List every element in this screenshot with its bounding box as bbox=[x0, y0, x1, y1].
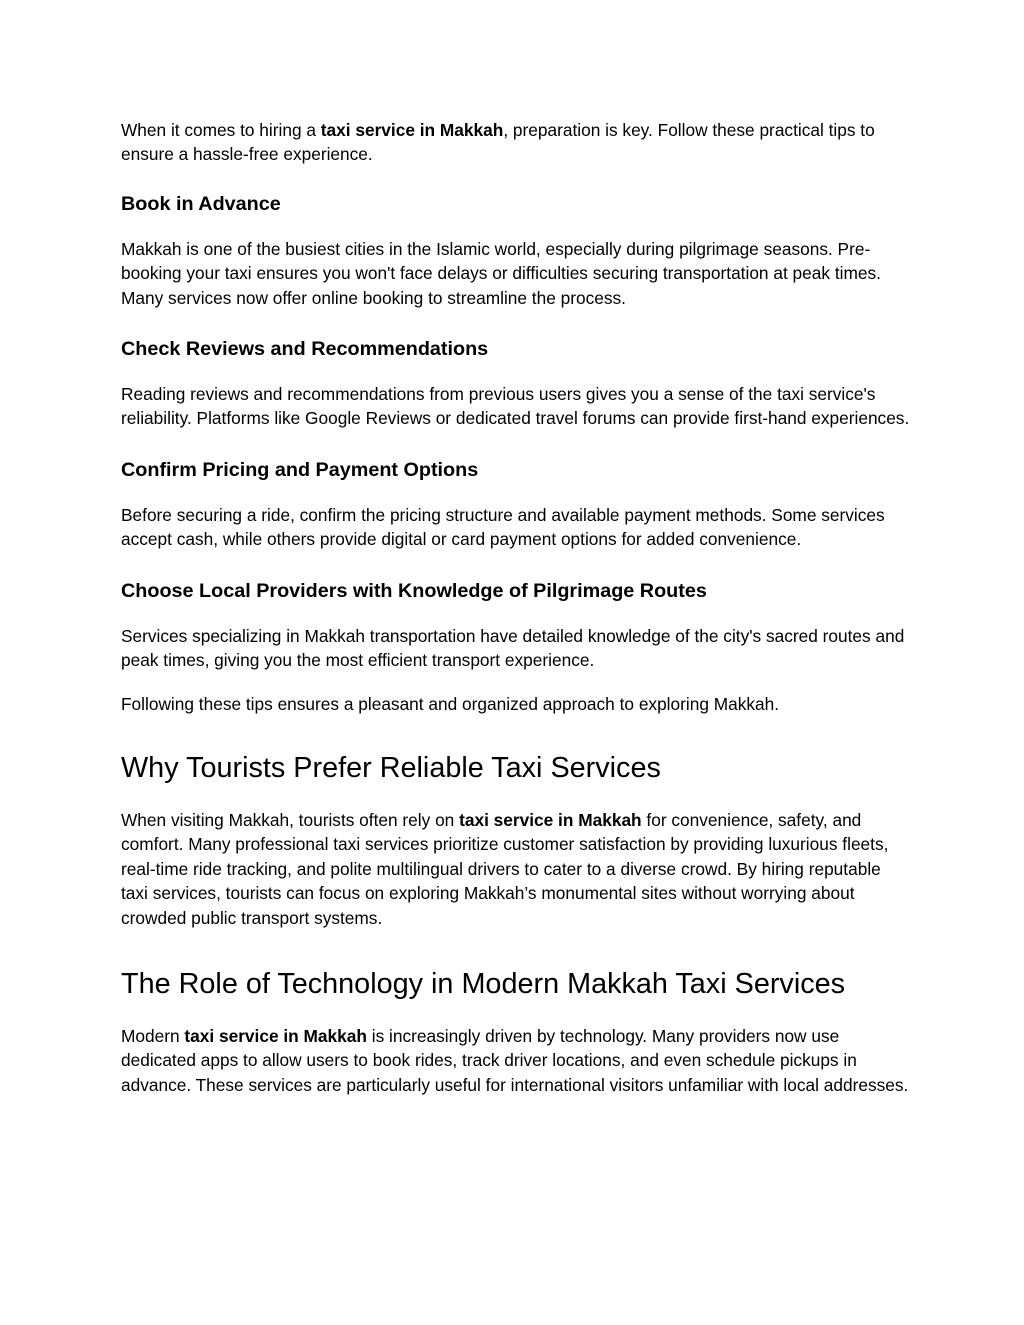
section-body-confirm-pricing: Before securing a ride, confirm the pricing structure and available payment methods. Some services accept cash, while others provide digital or card payment options for added convenience. bbox=[121, 504, 885, 550]
intro-keyword: taxi service in Makkah bbox=[320, 120, 504, 140]
technology-keyword: taxi service in Makkah bbox=[184, 1025, 367, 1046]
section-body-book-in-advance: Makkah is one of the busiest cities in the Islamic world, especially during pilgrimage seasons. Pre-booking your taxi ensures you won't face delays or difficulties securing transportation at peak times. Many services now offer online booking to streamline the process. bbox=[121, 238, 881, 308]
section-heading-confirm-pricing: Confirm Pricing and Payment Options bbox=[121, 458, 479, 481]
tourists-keyword: taxi service in Makkah bbox=[459, 809, 642, 830]
technology-paragraph: Modern taxi service in Makkah is increasingly driven by technology. Many providers now use dedicated apps to allow users to book rides, track driver locations, and even schedule pickups in advance. These services are particularly useful for international visitors unfamiliar with local addresses. bbox=[121, 1025, 909, 1095]
tourists-paragraph: When visiting Makkah, tourists often rely on taxi service in Makkah for convenience, safety, and comfort. Many professional taxi services prioritize customer satisfaction by providing luxurious fleets, real-time ride tracking, and polite multilingual drivers to cater to a diverse crowd. By hiring reputable taxi services, tourists can focus on exploring Makkah’s monumental sites without worrying about crowded public transport systems. bbox=[121, 809, 889, 928]
section-body-check-reviews: Reading reviews and recommendations from previous users gives you a sense of the taxi service's reliability. Platforms like Google Reviews or dedicated travel forums can provide first-hand experiences. bbox=[121, 384, 910, 429]
document-page bbox=[121, 118, 911, 1097]
section-heading-book-in-advance: Book in Advance bbox=[121, 192, 281, 215]
section-heading-check-reviews: Check Reviews and Recommendations bbox=[121, 338, 489, 361]
tourists-heading: Why Tourists Prefer Reliable Taxi Services bbox=[121, 751, 661, 784]
closing-paragraph: Following these tips ensures a pleasant and organized approach to exploring Makkah. bbox=[121, 694, 780, 715]
technology-heading: The Role of Technology in Modern Makkah Taxi Services bbox=[121, 967, 846, 1000]
section-body-local-providers: Services specializing in Makkah transportation have detailed knowledge of the city's sacred routes and peak times, giving you the most efficient transport experience. bbox=[121, 625, 905, 671]
intro-paragraph: When it comes to hiring a taxi service in Makkah, preparation is key. Follow these practical tips to ensure a hassle-free experience. bbox=[121, 120, 875, 165]
section-heading-local-providers: Choose Local Providers with Knowledge of Pilgrimage Routes bbox=[121, 579, 707, 602]
